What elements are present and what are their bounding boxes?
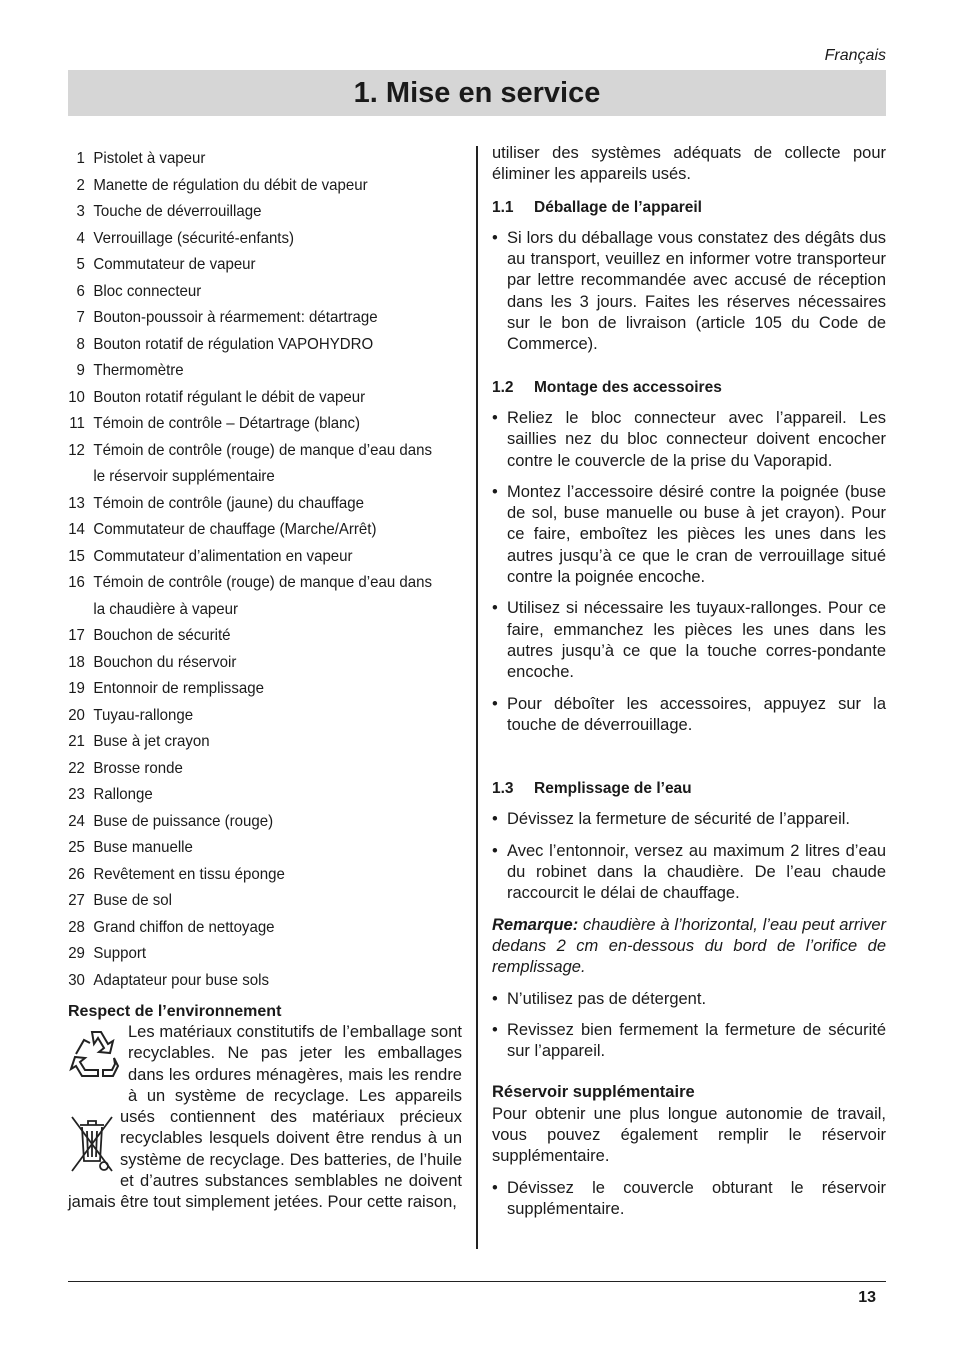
item-label: Pistolet à vapeur — [93, 150, 206, 167]
list-item — [68, 305, 438, 332]
recycle-icon — [68, 1026, 124, 1086]
list-item — [68, 438, 438, 491]
item-label: Témoin de contrôle (rouge) de manque d’eau dans la chaudière à vapeur — [93, 574, 433, 618]
list-item — [68, 385, 438, 412]
item-number: 1 — [76, 150, 85, 167]
item-label: Manette de régulation du débit de vapeur — [93, 176, 368, 194]
page-title: 1. Mise en service — [353, 76, 601, 109]
item-number: 2 — [76, 176, 85, 194]
list-item — [68, 358, 438, 385]
list-item — [68, 756, 438, 783]
list-item — [68, 729, 438, 756]
item-number: 11 — [69, 415, 85, 432]
item-number: 24 — [68, 812, 85, 830]
item-number: 26 — [68, 865, 85, 883]
list-item — [68, 915, 438, 942]
item-number: 30 — [68, 971, 85, 989]
list-item — [68, 650, 438, 677]
item-label: Support — [93, 945, 147, 962]
item-label: Buse manuelle — [93, 839, 193, 856]
item-label: Bouton rotatif régulant le débit de vapeur — [93, 388, 366, 406]
list-item — [68, 809, 438, 836]
crossed-bin-icon — [68, 1111, 116, 1175]
item-label: Commutateur de vapeur — [93, 256, 256, 273]
item-number: 19 — [68, 680, 85, 697]
item-label: Grand chiffon de nettoyage — [93, 918, 275, 936]
item-label: Verrouillage (sécurité-enfants) — [93, 229, 295, 247]
environment-packaging-text: Les matériaux constitutifs de l’emballage sont recyclables. Ne pas jeter les emballages dans les ordures ménagères, mais les rendre à un système de recyclage. — [128, 1023, 462, 1105]
item-label: Thermomètre — [93, 362, 184, 379]
item-label: Bouton rotatif de régulation VAPOHYDRO — [93, 335, 374, 353]
item-number: 20 — [68, 706, 85, 724]
list-item: • N’utilisez pas de détergent. — [492, 989, 707, 1008]
section-1-2-heading: 1.2 Montage des accessoires — [492, 378, 722, 396]
item-number: 5 — [76, 256, 85, 273]
list-item: • Dévissez le couvercle obturant le réservoir supplémentaire. — [492, 1178, 886, 1218]
right-column — [492, 143, 886, 1220]
item-number: 10 — [68, 388, 85, 406]
list-item — [68, 623, 438, 650]
list-item: • Utilisez si nécessaire les tuyaux-rallonges. Pour ce faire, emmanchez les pièces les unes dans les autres jusqu’à ce que la touche corres-pondante encoche. — [492, 599, 886, 682]
reservoir-heading: Réservoir supplémentaire — [492, 1083, 695, 1102]
list-item — [68, 782, 438, 809]
item-number: 21 — [68, 733, 85, 750]
list-item — [68, 199, 438, 226]
item-label: Témoin de contrôle (rouge) de manque d’eau dans le réservoir supplémentaire — [93, 441, 433, 485]
item-label: Témoin de contrôle (jaune) du chauffage — [93, 494, 364, 512]
list-item — [68, 570, 438, 623]
list-item — [68, 252, 438, 279]
list-item — [68, 173, 438, 200]
item-number: 25 — [68, 839, 85, 856]
item-number: 9 — [76, 362, 85, 379]
item-number: 7 — [76, 309, 85, 326]
item-number: 8 — [76, 335, 85, 353]
list-item — [68, 517, 438, 544]
item-number: 14 — [68, 521, 85, 538]
item-number: 17 — [68, 627, 85, 644]
list-item: • Montez l’accessoire désiré contre la poignée (buse de sol, buse manuelle ou buse à jet crayon). Pour ce faire, emboîtez les pièces les unes dans les autres jusqu’à ce que le cran de verrouillage situé contre la poignée encoche. — [492, 482, 886, 587]
item-label: Commutateur de chauffage (Marche/Arrêt) — [93, 521, 377, 538]
item-number: 6 — [76, 282, 85, 300]
item-label: Buse de sol — [93, 892, 172, 909]
language-label: Français — [824, 47, 886, 64]
list-item — [68, 146, 438, 173]
environment-devices-text: Les appareils usés contiennent des matériaux précieux recyclables lesquels doivent être rendus à un système de recyclage. Des batteries, de l’huile et d’autres substances semblables ne doivent jamais être tout simplement jetées. Pour cette raison, — [68, 1086, 462, 1212]
item-number: 3 — [76, 203, 85, 220]
item-label: Brosse ronde — [93, 759, 183, 777]
item-label: Bloc connecteur — [93, 282, 202, 300]
item-number: 29 — [68, 945, 85, 962]
environment-block — [68, 1022, 462, 1214]
item-number: 27 — [68, 892, 85, 909]
list-item — [68, 968, 438, 995]
item-number: 23 — [68, 786, 85, 803]
item-label: Témoin de contrôle – Détartrage (blanc) — [93, 415, 361, 432]
list-item: • Reliez le bloc connecteur avec l’appareil. Les saillies nez du bloc connecteur doivent encocher contre le couvercle de la prise du Vaporapid. — [492, 408, 886, 470]
list-item: • Dévissez la fermeture de sécurité de l’appareil. — [492, 810, 850, 829]
list-item: • Avec l’entonnoir, versez au maximum 2 litres d’eau du robinet dans la chaudière. De l’eau chaude raccourcit le délai de chauffage. — [492, 841, 886, 903]
item-number: 4 — [76, 229, 85, 247]
title-band — [68, 70, 886, 116]
column-divider — [476, 146, 478, 1249]
list-item — [68, 888, 438, 915]
item-label: Revêtement en tissu éponge — [93, 865, 285, 883]
list-item — [68, 332, 438, 359]
list-item: • Si lors du déballage vous constatez des dégâts dus au transport, veuillez en informer votre transporteur par lettre recommandée avec accusé de réception dans les 3 jours. Faites les réserves nécessaires sur le bon de livraison (article 105 du Code de Commerce). — [492, 228, 886, 354]
list-item — [68, 941, 438, 968]
list-item — [68, 279, 438, 306]
item-number: 28 — [68, 918, 85, 936]
list-item — [68, 491, 438, 518]
item-label: Buse à jet crayon — [93, 733, 210, 750]
item-label: Buse de puissance (rouge) — [93, 812, 274, 830]
item-number: 13 — [68, 494, 85, 512]
list-item — [68, 835, 438, 862]
item-number: 18 — [68, 653, 85, 671]
item-number: 16 — [68, 574, 85, 591]
list-item: • Pour déboîter les accessoires, appuyez sur la touche de déverrouillage. — [492, 694, 886, 734]
item-label: Bouchon de sécurité — [93, 627, 231, 644]
list-item — [68, 676, 438, 703]
left-column — [68, 146, 462, 1214]
item-number: 22 — [68, 759, 85, 777]
list-item — [68, 862, 438, 889]
item-number: 15 — [68, 547, 85, 565]
reservoir-text: Pour obtenir une plus longue autonomie de travail, vous pouvez également remplir le réservoir supplémentaire. — [492, 1104, 886, 1166]
section-1-3-heading: 1.3 Remplissage de l’eau — [492, 780, 692, 798]
item-label: Commutateur d’alimentation en vapeur — [93, 547, 353, 565]
item-label: Bouchon du réservoir — [93, 653, 237, 671]
list-item — [68, 703, 438, 730]
list-item: • Revissez bien fermement la fermeture de sécurité sur l’appareil. — [492, 1020, 886, 1061]
remark: Remarque: chaudière à l’horizontal, l’eau peut arriver dedans 2 cm en-dessous du bord de l’orifice de remplissage. — [492, 915, 886, 977]
footer-rule — [68, 1281, 886, 1282]
list-item — [68, 411, 438, 438]
page-number: 13 — [858, 1289, 876, 1306]
section-1-1-heading: 1.1 Déballage de l’appareil — [492, 198, 702, 216]
parts-list — [68, 146, 462, 994]
item-label: Rallonge — [93, 786, 153, 803]
environment-title: Respect de l’environnement — [68, 1003, 282, 1020]
item-label: Tuyau-rallonge — [93, 706, 194, 724]
item-label: Adaptateur pour buse sols — [93, 971, 269, 989]
continuation-text: utiliser des systèmes adéquats de collecte pour éliminer les appareils usés. — [492, 144, 886, 184]
list-item — [68, 544, 438, 571]
list-item — [68, 226, 438, 253]
item-label: Touche de déverrouillage — [93, 203, 262, 220]
item-number: 12 — [68, 441, 85, 459]
item-label: Bouton-poussoir à réarmement: détartrage — [93, 309, 378, 326]
item-label: Entonnoir de remplissage — [93, 680, 264, 697]
